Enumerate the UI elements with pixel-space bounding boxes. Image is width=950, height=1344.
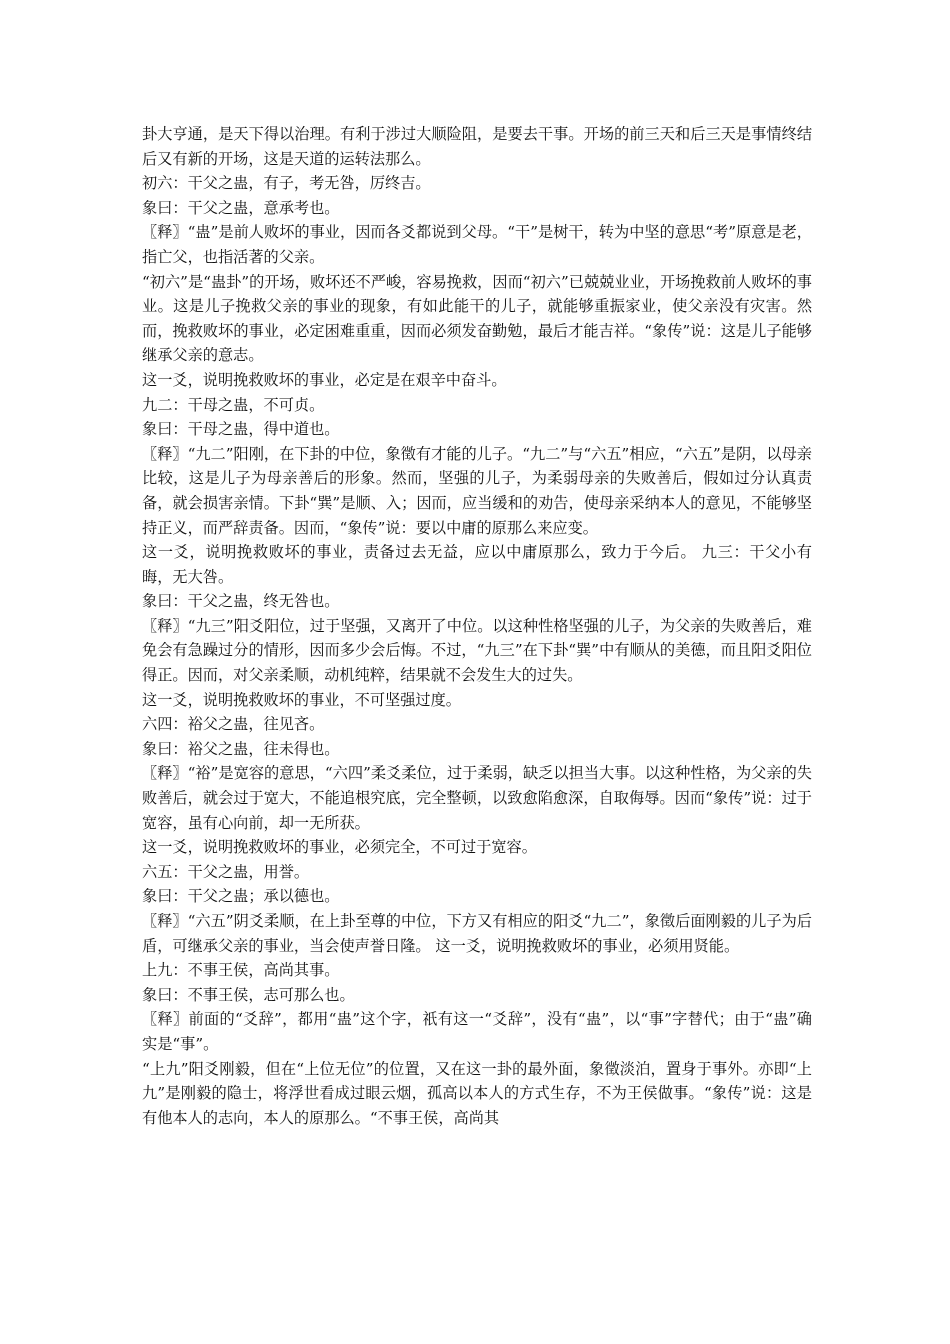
paragraph: 象曰：裕父之蛊，往未得也。 <box>142 739 340 758</box>
paragraph: “初六”是“蛊卦”的开场，败坏还不严峻，容易挽救，因而“初六”已兢兢业业，开场挽救前人败坏的事业。这是儿子挽救父亲的事业的现象，有如此能干的儿子，就能够重振家业，使父亲没有灾害。然而，挽救败坏的事业，必定困难重重，因而必须发奋勤勉，最后才能吉祥。“象传”说：这是儿子能够继承父亲的意志。 <box>142 272 812 365</box>
paragraph: 这一爻，说明挽救败坏的事业，必须完全，不可过于宽容。 <box>142 838 537 857</box>
paragraph: 这一爻，说明挽救败坏的事业，必定是在艰辛中奋斗。 <box>142 370 507 389</box>
paragraph: 这一爻，说明挽救败坏的事业，责备过去无益，应以中庸原那么，致力于今后。 九三：干父小有晦，无大咎。 <box>142 543 812 586</box>
paragraph: 初六：干父之蛊，有子，考无咎，厉终吉。 <box>142 174 431 193</box>
paragraph: 〖释〗“裕”是宽容的意思，“六四”柔爻柔位，过于柔弱，缺乏以担当大事。以这种性格，为父亲的失败善后，就会过于宽大，不能追根究底，完全整顿，以致愈陷愈深，自取侮辱。因而“象传”说：过于宽容，虽有心向前，却一无所获。 <box>142 764 812 832</box>
paragraph: 九二：干母之蛊，不可贞。 <box>142 395 325 414</box>
paragraph: “上九”阳爻刚毅，但在“上位无位”的位置，又在这一卦的最外面，象徵淡泊，置身于事外。亦即“上九”是刚毅的隐士，将浮世看成过眼云烟，孤高以本人的方式生存，不为王侯做事。“象传”说：这是有他本人的志向，本人的原那么。“不事王侯，高尚其 <box>142 1059 812 1127</box>
document-page <box>142 122 812 1130</box>
paragraph: 六五：干父之蛊，用誉。 <box>142 862 310 881</box>
paragraph: 〖释〗前面的“爻辞”，都用“蛊”这个字，祇有这一“爻辞”，没有“蛊”，以“事”字替代；由于“蛊”确实是“事”。 <box>142 1010 812 1053</box>
paragraph: 象曰：干父之蛊；承以德也。 <box>142 887 340 906</box>
paragraph: 六四：裕父之蛊，往见吝。 <box>142 715 325 734</box>
paragraph: 〖释〗“九三”阳爻阳位，过于坚强，又离开了中位。以这种性格坚强的儿子，为父亲的失败善后，难免会有急躁过分的情形，因而多少会后悔。不过，“九三”在下卦“巽”中有顺从的美德，而且阳爻阳位得正。因而，对父亲柔顺，动机纯粹，结果就不会发生大的过失。 <box>142 616 812 685</box>
paragraph: 象曰：不事王侯，志可那么也。 <box>142 985 355 1004</box>
paragraph: 〖释〗“九二”阳刚，在下卦的中位，象徵有才能的儿子。“九二”与“六五”相应，“六五”是阴，以母亲比较，这是儿子为母亲善后的形象。然而，坚强的儿子，为柔弱母亲的失败善后，假如过分认真责备，就会损害亲情。下卦“巽”是顺、入；因而，应当缓和的劝告，使母亲采纳本人的意见，不能够坚持正义，而严辞责备。因而，“象传”说：要以中庸的原那么来应变。 <box>142 444 812 537</box>
paragraph: 〖释〗“蛊”是前人败坏的事业，因而各爻都说到父母。“干”是树干，转为中坚的意思“考”原意是老，指亡父，也指活著的父亲。 <box>142 223 812 266</box>
paragraph: 卦大亨通，是天下得以治理。有利于涉过大顺险阻，是要去干事。开场的前三天和后三天是事情终结后又有新的开场，这是天道的运转法那么。 <box>142 125 812 168</box>
paragraph: 象曰：干母之蛊，得中道也。 <box>142 420 340 439</box>
paragraph: 这一爻，说明挽救败坏的事业，不可坚强过度。 <box>142 690 461 709</box>
paragraph: 〖释〗“六五”阴爻柔顺，在上卦至尊的中位，下方又有相应的阳爻“九二”，象徵后面刚毅的儿子为后盾，可继承父亲的事业，当会使声誉日隆。 这一爻，说明挽救败坏的事业，必须用贤能。 <box>142 912 812 955</box>
paragraph: 象曰：干父之蛊，终无咎也。 <box>142 592 340 611</box>
paragraph: 象曰：干父之蛊，意承考也。 <box>142 198 340 217</box>
paragraph: 上九：不事王侯，高尚其事。 <box>142 961 340 980</box>
